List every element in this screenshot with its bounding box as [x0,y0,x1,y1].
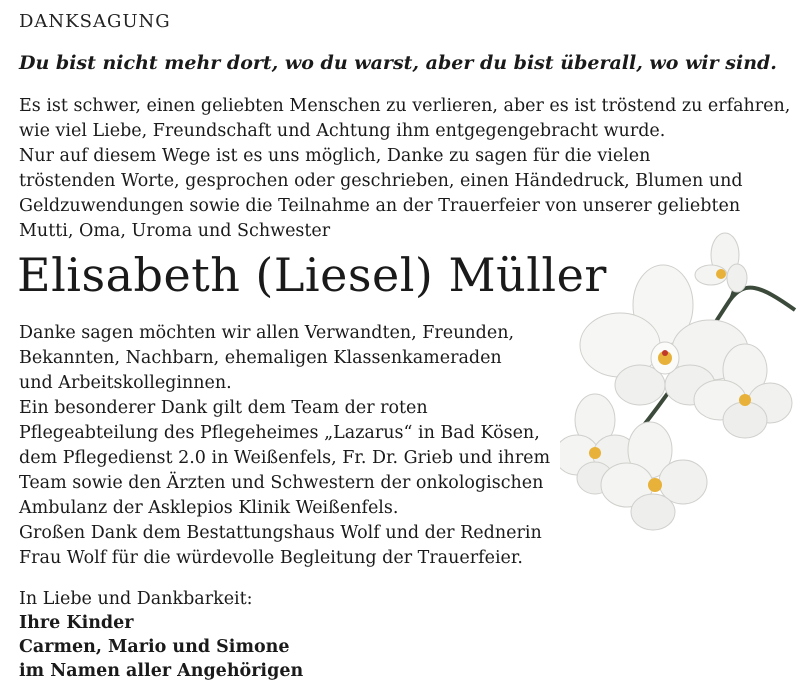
intro-line: Geldzuwendungen sowie die Teilnahme an der Trauerfeier von unserer geliebten [19,196,741,216]
thanks-line: Ambulanz der Asklepios Klinik Weißenfels. [19,498,399,518]
thanks-line: Danke sagen möchten wir allen Verwandten, Freunden, [19,323,515,343]
closing-phrase: In Liebe und Dankbarkeit: [19,589,253,609]
intro-line: Mutti, Oma, Uroma und Schwester [19,221,331,241]
intro-paragraph [19,94,789,244]
intro-line: Es ist schwer, einen geliebten Menschen zu verlieren, aber es ist tröstend zu erfahren, [19,96,791,116]
signer-relation: Ihre Kinder [19,613,134,633]
thanks-line: Großen Dank dem Bestattungshaus Wolf und der Rednerin [19,523,542,543]
thanks-paragraph [19,321,579,571]
intro-line: Nur auf diesem Wege ist es uns möglich, Danke zu sagen für die vielen [19,146,651,166]
motto-quote: Du bist nicht mehr dort, wo du warst, aber du bist überall, wo wir sind. [19,52,777,74]
thanks-line: und Arbeitskolleginnen. [19,373,232,393]
intro-line: tröstenden Worte, gesprochen oder geschrieben, einen Händedruck, Blumen und [19,171,743,191]
orchid-flowers-image [560,230,800,550]
thanks-line: Frau Wolf für die würdevolle Begleitung der Trauerfeier. [19,548,523,568]
thanks-line: Ein besonderer Dank gilt dem Team der roten [19,398,428,418]
deceased-name: Elisabeth (Liesel) Müller [17,248,607,302]
thanks-line: Bekannten, Nachbarn, ehemaligen Klassenkameraden [19,348,502,368]
signer-on-behalf: im Namen aller Angehörigen [19,661,304,681]
thanks-line: dem Pflegedienst 2.0 in Weißenfels, Fr. Dr. Grieb und ihrem [19,448,551,468]
intro-line: wie viel Liebe, Freundschaft und Achtung ihm entgegengebracht wurde. [19,121,666,141]
thanks-line: Team sowie den Ärzten und Schwestern der onkologischen [19,473,544,493]
notice-header: DANKSAGUNG [19,11,171,32]
signer-names: Carmen, Mario und Simone [19,637,290,657]
thanks-line: Pflegeabteilung des Pflegeheimes „Lazarus“ in Bad Kösen, [19,423,540,443]
closing-signature [19,587,303,683]
